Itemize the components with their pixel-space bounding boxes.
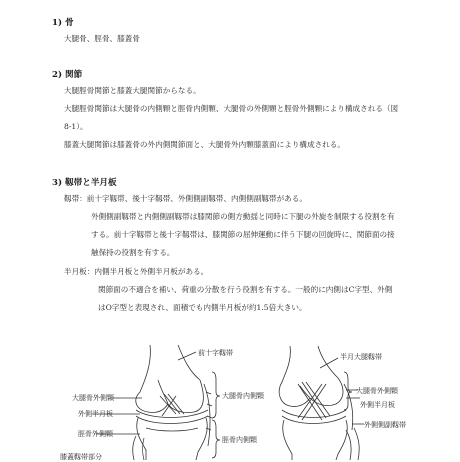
- ligament-text-2: 外側側副靱帯と内側側副靱帯は膝関節の側方動揺と同時に下腿の外旋を制限する役割を有: [91, 212, 395, 221]
- section-heading-bone: 1) 骨: [52, 18, 74, 28]
- section-heading-joint: 2) 関節: [52, 70, 83, 80]
- label-femur-lateral-condyle: 大腿骨外側顆: [72, 394, 114, 402]
- joint-text-1: 大腿脛骨関節と膝蓋大腿関節からなる。: [64, 86, 201, 95]
- joint-text-2: 大腿脛骨関節は大腿骨の内側顆と脛骨内側顆、大腿骨の外側顆と脛骨外側顆により構成される（図: [64, 104, 399, 113]
- ligament-text-1: 靱帯：前十字靱帯、後十字靱帯、外側側副靱帯、内側側副靱帯がある。: [64, 194, 307, 203]
- meniscus-text-1: 半月板：内側半月板と外側半月板がある。: [64, 267, 209, 276]
- left-knee-illustration: [133, 345, 212, 460]
- meniscus-text-3: はO字型と表現され、面積でも内側半月板が約1.5倍大きい。: [98, 303, 307, 312]
- label-acl: 前十字靱帯: [198, 349, 233, 357]
- ligament-text-4: 触保持の役割を有する。: [91, 248, 175, 257]
- bone-text: 大腿骨、脛骨、膝蓋骨: [64, 34, 140, 43]
- joint-text-4: 膝蓋大腿関節は膝蓋骨の外内側関節面と、大腿骨外内顆膝蓋面により構成される。: [64, 140, 345, 149]
- section-heading-ligament: 3) 靱帯と半月板: [52, 178, 117, 188]
- label-bottom-partial: 膝蓋靱帯部分: [60, 453, 102, 461]
- label-femur-medial-condyle: 大腿骨内側顆: [222, 392, 264, 400]
- label-lateral-collateral-ligament: 外側側副靱帯: [364, 421, 406, 429]
- ligament-text-3: する。前十字靱帯と後十字靱帯は、膝関節の屈伸運動に伴う下腿の回旋時に、関節面の接: [91, 230, 395, 239]
- right-knee-illustration: [279, 346, 359, 460]
- label-lateral-meniscus: 外側半月板: [78, 410, 113, 418]
- label-right-femur-lateral-condyle: 大腿骨外側顆: [356, 387, 398, 395]
- label-right-lateral-meniscus: 外側半月板: [360, 401, 395, 409]
- meniscus-text-2: 関節面の不適合を補い、荷重の分散を行う役割を有する。一般的に内側はC字型、外側: [98, 285, 393, 294]
- label-tibia-medial-condyle: 脛骨内側顆: [222, 436, 257, 444]
- joint-text-3: 8-1）。: [64, 122, 88, 131]
- label-tibia-lateral-condyle: 脛骨外側顆: [78, 430, 113, 438]
- label-meniscofemoral-ligament: 半月大腿靱帯: [340, 353, 382, 361]
